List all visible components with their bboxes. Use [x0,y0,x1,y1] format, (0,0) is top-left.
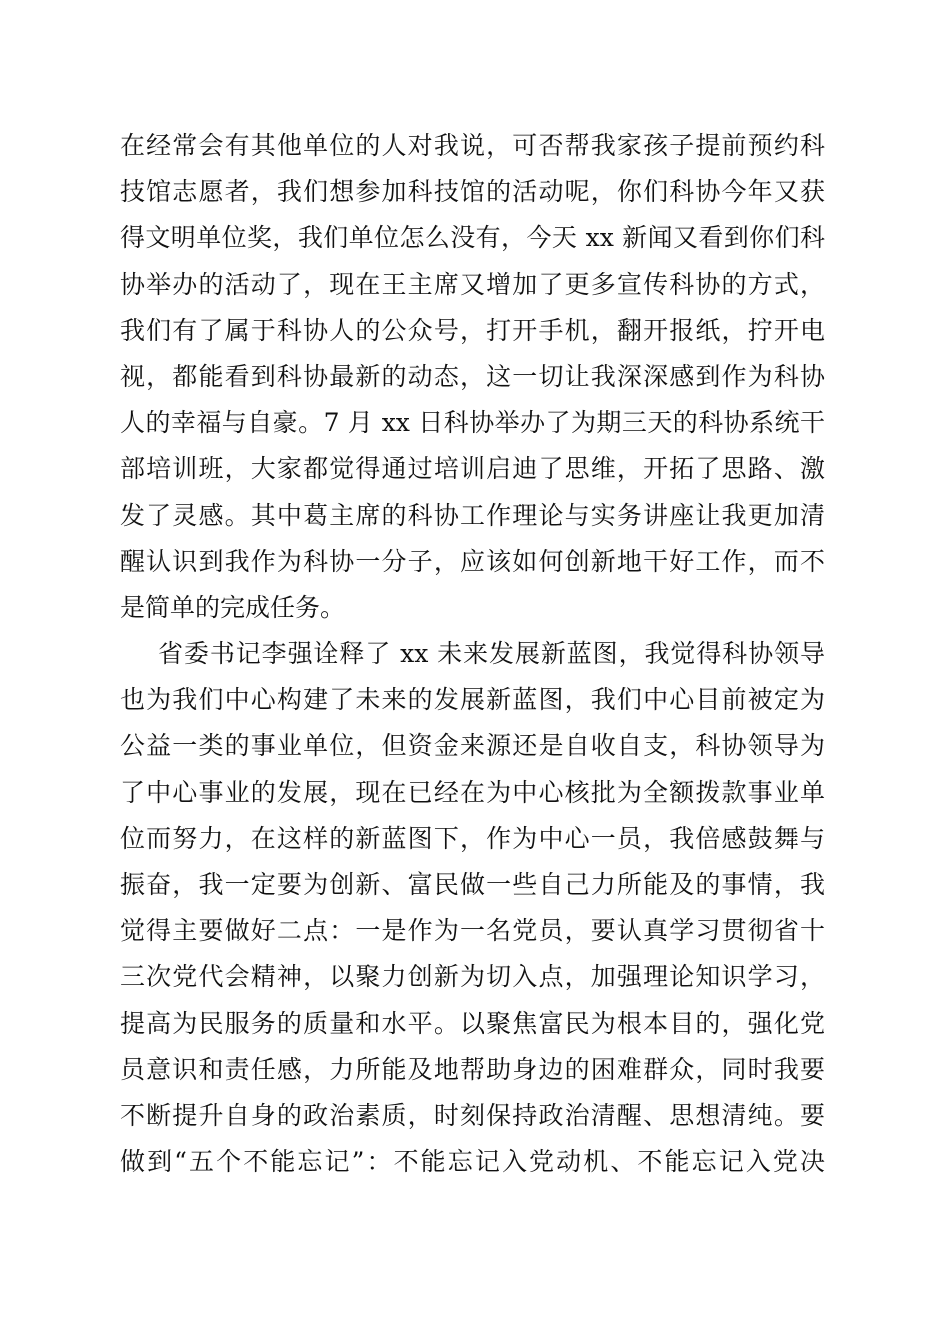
text-line: 是简单的完成任务。 [120,592,346,622]
document-body [120,123,825,1185]
text-line: 视，都能看到科协最新的动态，这一切让我深深感到作为科协 [120,361,825,391]
text-line: 做到“五个不能忘记”：不能忘记入党动机、不能忘记入党决 [120,1147,825,1177]
text-line: 位而努力，在这样的新蓝图下，作为中心一员，我倍感鼓舞与 [120,823,825,853]
text-line: 发了灵感。其中葛主席的科协工作理论与实务讲座让我更加清 [120,500,825,530]
text-line: 省委书记李强诠释了 xx 未来发展新蓝图，我觉得科协领导 [158,639,825,669]
text-line: 公益一类的事业单位，但资金来源还是自收自支，科协领导为 [120,731,825,761]
text-line: 也为我们中心构建了未来的发展新蓝图，我们中心目前被定为 [120,685,825,715]
text-line: 在经常会有其他单位的人对我说，可否帮我家孩子提前预约科 [120,131,825,160]
paragraph-2 [120,631,825,1185]
text-line: 部培训班，大家都觉得通过培训启迪了思维，开拓了思路、激 [120,454,825,484]
text-line: 我们有了属于科协人的公众号，打开手机，翻开报纸，拧开电 [120,315,825,345]
text-line: 觉得主要做好二点：一是作为一名党员，要认真学习贯彻省十 [120,916,825,946]
text-line: 得文明单位奖，我们单位怎么没有，今天 xx 新闻又看到你们科 [120,223,825,253]
text-line: 了中心事业的发展，现在已经在为中心核批为全额拨款事业单 [120,777,825,807]
text-line: 醒认识到我作为科协一分子，应该如何创新地干好工作，而不 [120,546,825,576]
text-line: 三次党代会精神，以聚力创新为切入点，加强理论知识学习， [120,962,825,992]
text-line: 技馆志愿者，我们想参加科技馆的活动呢，你们科协今年又获 [120,177,825,207]
text-line: 人的幸福与自豪。7 月 xx 日科协举办了为期三天的科协系统干 [120,408,825,438]
text-line: 提高为民服务的质量和水平。以聚焦富民为根本目的，强化党 [120,1008,825,1038]
text-line: 协举办的活动了，现在王主席又增加了更多宣传科协的方式， [120,269,825,299]
paragraph-1 [120,123,825,631]
text-line: 不断提升自身的政治素质，时刻保持政治清醒、思想清纯。要 [120,1100,825,1130]
text-line: 振奋，我一定要为创新、富民做一些自己力所能及的事情，我 [120,870,825,899]
text-line: 员意识和责任感，力所能及地帮助身边的困难群众，同时我要 [120,1054,825,1084]
